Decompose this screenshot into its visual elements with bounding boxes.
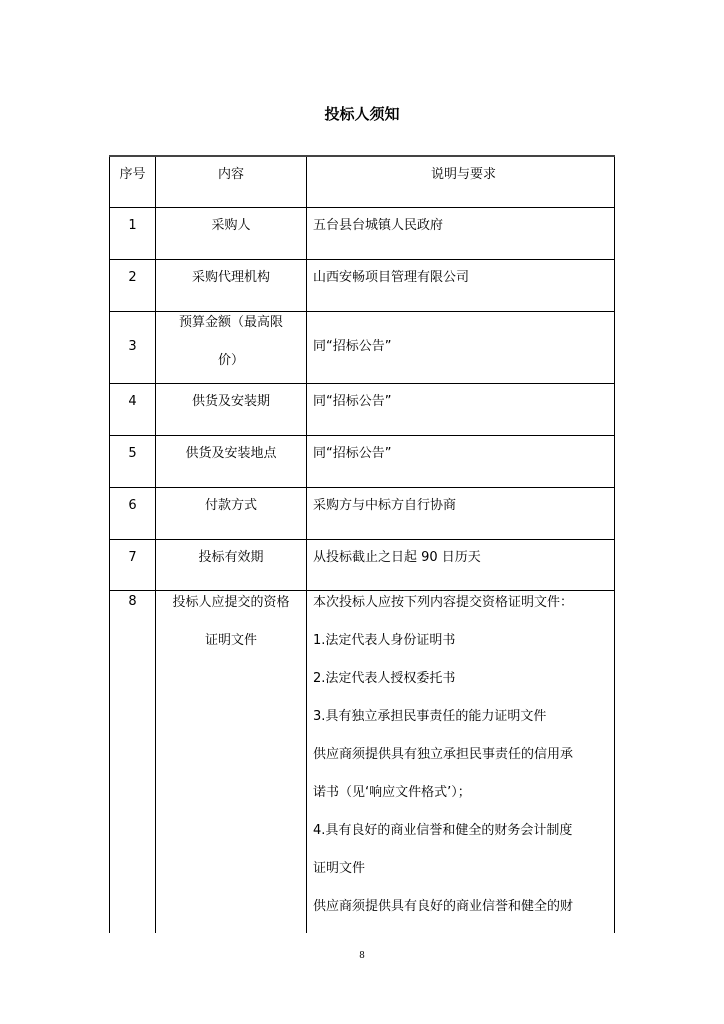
- row-desc: 山西安畅项目管理有限公司: [313, 269, 470, 285]
- row-no: 8: [128, 593, 137, 609]
- row-desc: [313, 584, 614, 926]
- header-desc: [307, 156, 615, 207]
- desc-line: 3.具有独立承担民事责任的能力证明文件: [313, 708, 547, 724]
- row-item: 采购人: [211, 217, 251, 233]
- row-item: 采购代理机构: [191, 269, 270, 285]
- document-title: 投标人须知: [324, 105, 400, 123]
- row-desc: 采购方与中标方自行协商: [313, 497, 457, 513]
- row-no: 1: [128, 217, 137, 233]
- desc-line: 证明文件: [313, 860, 366, 876]
- row-desc: 同“招标公告”: [313, 445, 392, 461]
- table-header-row: [110, 156, 615, 207]
- row-no: 6: [128, 497, 137, 513]
- row-no: 2: [128, 269, 137, 285]
- row-desc: 同“招标公告”: [313, 393, 392, 409]
- row-desc: 五台县台城镇人民政府: [313, 217, 444, 233]
- row-no: 4: [128, 393, 137, 409]
- table-row: [110, 383, 615, 435]
- page-number: 8: [359, 951, 365, 961]
- desc-line: 1.法定代表人身份证明书: [313, 632, 456, 648]
- header-item-text: 内容: [217, 167, 244, 182]
- row-item-line: 投标人应提交的资格: [172, 594, 290, 610]
- header-no: [110, 156, 156, 207]
- desc-line: 供应商须提供具有良好的商业信誉和健全的财: [313, 898, 574, 914]
- desc-line: 本次投标人应按下列内容提交资格证明文件：: [313, 594, 574, 610]
- table-row: [110, 487, 615, 539]
- row-item: 投标有效期: [198, 549, 264, 565]
- row-item-line: 预算金额（最高限: [178, 314, 283, 330]
- row-desc: 从投标截止之日起 90 日历天: [313, 549, 481, 565]
- header-desc-text: 说明与要求: [430, 167, 496, 182]
- row-no: 5: [128, 445, 137, 461]
- row-item-line: 证明文件: [204, 632, 257, 648]
- table-row: [110, 311, 615, 383]
- row-item: 供货及安装期: [191, 393, 270, 409]
- row-no: 7: [128, 549, 137, 565]
- table-row: [110, 539, 615, 590]
- row-item: [156, 584, 306, 660]
- header-item: [156, 156, 307, 207]
- bidder-instructions-table: [109, 155, 615, 933]
- row-desc: 同“招标公告”: [313, 339, 392, 354]
- desc-line: 2.法定代表人授权委托书: [313, 670, 456, 686]
- table-row: [110, 435, 615, 487]
- row-item: 付款方式: [204, 497, 257, 513]
- desc-line: 诺书（见‘响应文件格式’）；: [313, 784, 471, 800]
- row-item-line: 价）: [217, 352, 244, 368]
- row-no: 3: [128, 339, 137, 354]
- desc-line: 供应商须提供具有独立承担民事责任的信用承: [313, 746, 574, 762]
- row-item: 供货及安装地点: [185, 445, 277, 461]
- header-no-text: 序号: [119, 167, 146, 182]
- table-row: [110, 207, 615, 259]
- table-row: [110, 590, 615, 933]
- desc-line: 4.具有良好的商业信誉和健全的财务会计制度: [313, 822, 573, 838]
- row-item: [156, 304, 306, 380]
